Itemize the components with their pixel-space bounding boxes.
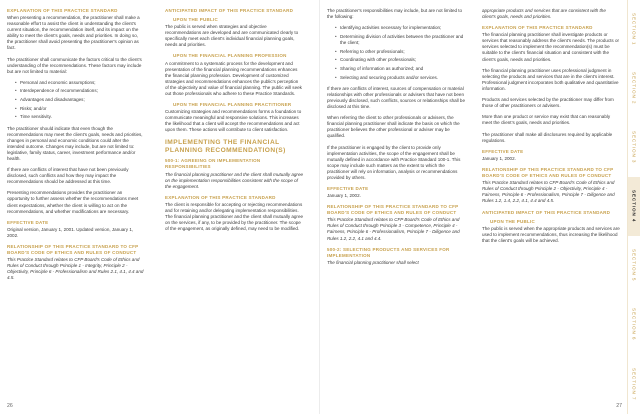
tab-section-6[interactable] (627, 295, 640, 354)
list-item: • Personal and economic assumptions; (15, 80, 145, 86)
tab-label: SECTION 3 (631, 131, 637, 164)
effective-date-heading: EFFECTIVE DATE (7, 219, 49, 225)
paragraph: The public is served when the appropriate products and services are used to implement recommendations, thus increasing the likelihood that the client's goals will be achieved. (482, 225, 620, 243)
tab-label: SECTION 7 (631, 367, 637, 401)
responsibility-list (335, 25, 465, 80)
list-item: • Interdependence of recommendations; (15, 88, 145, 94)
upon-practitioner-heading: UPON THE FINANCIAL PLANNING PRACTITIONER (173, 101, 292, 107)
tab-section-7[interactable] (627, 354, 640, 414)
paragraph: The practitioner shall make all disclosures required by applicable regulations. (482, 131, 613, 143)
standard-500-2-heading: 500-2: SELECTING PRODUCTS AND SERVICES FOR IMPLEMENTATION (327, 246, 450, 258)
paragraph: appropriate products and services that are consistent with the client's goals, needs and priorities. (482, 8, 606, 20)
paragraph: The financial planning practitioner uses professional judgment in selecting the products and services that are in the client's interest. Professional judgment incorporates both qualitative and quantitative information. (482, 67, 619, 91)
list-item: • Identifying activities necessary for implementation; (335, 25, 465, 31)
paragraph: The financial planning practitioner shall investigate products or services that reasonably address the client's needs. The products or services selected to implement the recommendation(s) must be suitable to the client's financial situation and consistent with the client's goals, needs and priorities. (482, 32, 620, 62)
effective-date-heading: EFFECTIVE DATE (482, 148, 524, 154)
list-item: • Selecting and securing products and/or services. (335, 75, 465, 81)
right-column-2 (482, 8, 620, 406)
paragraph: The financial planning practitioner shall select (327, 259, 419, 265)
page-number-left: 26 (7, 403, 13, 409)
explanation-heading: EXPLANATION OF THIS PRACTICE STANDARD (165, 194, 276, 200)
list-item: • Sharing of information as authorized; and (335, 66, 465, 72)
tab-section-3[interactable] (627, 118, 640, 177)
list-item: • Risks; and/or (15, 106, 145, 112)
paragraph: This Practice Standard relates to CFP Board's Code of Ethics and Rules of Conduct through Principle 1 - Integrity, Principle 2 - Objectivity, Principle 6 - Professionalism and Rules 2.1, 4.1, 4.4 and 4.5. (7, 257, 144, 281)
tab-label: SECTION 5 (631, 249, 637, 282)
paragraph: This Practice Standard relates to CFP Board's Code of Ethics and Rules of Conduct through Principle 2 - Objectivity, Principle 4 - Fairness, Principle 6 - Professionalism, Principle 7 - Diligence and Rules 1.2, 1.4, 2.2, 4.1, 4.4 and 4.5. (482, 180, 615, 204)
paragraph: The practitioner should indicate that even though the recommendations may meet the client's goals, needs and priorities, changes in personal and economic conditions could alter the intended outcome. Changes may include, but are not limited to: legislative, family status, career, investment performance and/or health. (7, 125, 143, 161)
paragraph: The financial planning practitioner and the client shall mutually agree on the implementation responsibilities consistent with the scope of the engagement. (165, 171, 303, 189)
tab-label: SECTION 4 (631, 190, 637, 223)
paragraph: If there are conflicts of interest, sources of compensation or material relationships with other professionals or advisers that have not been previously disclosed, such conflicts, sources or relationships shall be disclosed at this time. (327, 85, 465, 109)
paragraph: Presenting recommendations provides the practitioner an opportunity to further assess whether the recommendations meet client expectations, whether the client is willing to act on the recommendations, and whether modifications are necessary. (7, 190, 139, 214)
tab-label: SECTION 1 (631, 13, 637, 46)
effective-date-heading: EFFECTIVE DATE (327, 185, 369, 191)
tab-label: SECTION 2 (631, 72, 637, 105)
list-item: • Determining division of activities between the practitioner and the client; (335, 34, 465, 46)
paragraph: The practitioner shall communicate the factors critical to the client's understanding of the recommendations. These factors may include but are not limited to material: (7, 56, 142, 74)
right-column-1 (327, 8, 465, 406)
relationship-heading: RELATIONSHIP OF THIS PRACTICE STANDARD TO CFP BOARD'S CODE OF ETHICS AND RULES OF CONDUCT (482, 167, 614, 179)
tab-label: SECTION 6 (631, 308, 637, 341)
left-column-1 (7, 8, 145, 406)
list-item: • Advantages and disadvantages; (15, 97, 145, 103)
paragraph: The client is responsible for accepting or rejecting recommendations and for retaining and/or delegating implementation responsibilities. The financial planning practitioner and the client shall mutually agree on the services, if any, to be provided by the practitioner. The scope of the engagement, as originally defined, may need to be modified. (165, 201, 303, 232)
list-item: • Time sensitivity. (15, 114, 145, 120)
tab-section-5[interactable] (627, 236, 640, 295)
upon-public-heading: UPON THE PUBLIC (173, 17, 219, 23)
list-item: • Referring to other professionals; (335, 49, 465, 55)
explanation-heading: EXPLANATION OF THIS PRACTICE STANDARD (7, 8, 118, 13)
anticipated-impact-heading: ANTICIPATED IMPACT OF THIS PRACTICE STANDARD (482, 209, 611, 215)
factor-list (15, 80, 145, 121)
upon-public-heading: UPON THE PUBLIC (490, 218, 536, 224)
tab-section-4[interactable] (627, 177, 640, 236)
paragraph: Customizing strategies and recommendations forms a foundation to communicate meaningful and responsive solutions. This increases the likelihood that a client will accept the recommendations and act upon them. These actions will contribute to client satisfaction. (165, 109, 302, 133)
paragraph: When presenting a recommendation, the practitioner shall make a reasonable effort to assist the client in understanding the client's current situation, the recommendation itself, and its impact on the ability to meet the client's goals, needs and priorities. In doing so, the practitioner shall avoid presenting the practitioner's opinion as fact. (7, 15, 140, 51)
list-item: • Coordinating with other professionals; (335, 57, 465, 63)
paragraph: January 1, 2002. (482, 156, 516, 162)
paragraph: Original version, January 1, 2001. Updated version, January 1, 2002. (7, 226, 134, 238)
paragraph: The public is served when strategies and objective recommendations are developed and are communicated clearly to specifically meet each client's individual financial planning goals, needs and priorities. (165, 24, 299, 48)
paragraph: January 1, 2002. (327, 193, 361, 199)
tab-section-1[interactable] (627, 0, 640, 59)
paragraph: If there are conflicts of interest that have not been previously disclosed, such conflicts and how they may impact the recommendations should be addressed at this time. (7, 167, 129, 185)
explanation-heading: EXPLANATION OF THIS PRACTICE STANDARD (482, 25, 593, 31)
paragraph: When referring the client to other professionals or advisers, the financial planning practitioner shall indicate the basis on which the practitioner believes the other professional or adviser may be qualified. (327, 115, 460, 139)
paragraph: More than one product or service may exist that can reasonably meet the client's goals, needs and priorities. (482, 114, 611, 126)
paragraph: The practitioner's responsibilities may include, but are not limited to the following: (327, 8, 463, 20)
standard-500-1-heading: 500-1: AGREEING ON IMPLEMENTATION RESPONSIBILITIES (165, 158, 261, 170)
page-number-right: 27 (616, 403, 622, 409)
section-title: IMPLEMENTING THE FINANCIAL PLANNING RECOMMENDATION(S) (165, 139, 286, 154)
paragraph: Products and services selected by the practitioner may differ from those of other practitioners or advisers. (482, 97, 614, 109)
anticipated-impact-heading: ANTICIPATED IMPACT OF THIS PRACTICE STANDARD (165, 8, 294, 13)
paragraph: If the practitioner is engaged by the client to provide only implementation activities, the scope of the engagement shall be mutually defined in accordance with Practice Standard 100-1. This scope may include such matters as the extent to which the practitioner will rely on information, analysis or recommendations provided by others. (327, 144, 461, 180)
paragraph: A commitment to a systematic process for the development and presentation of the financial planning recommendations enhances the financial planning profession. Development of customized strategies and recommendations enhances the public's perception of the objectivity and value of financial planning. The public will seek out those professionals who adhere to these Practice Standards. (165, 60, 302, 96)
left-column-2 (165, 8, 303, 406)
paragraph: This Practice Standard relates to CFP Board's Code of Ethics and Rules of Conduct through Principle 3 - Competence, Principle 4 - Fairness, Principle 6 - Professionalism, Principle 7 - Diligence and Rules 1.2, 2.2, 4.1 and 4.4. (327, 217, 460, 241)
relationship-heading: RELATIONSHIP OF THIS PRACTICE STANDARD TO CFP BOARD'S CODE OF ETHICS AND RULES OF CONDUCT (7, 244, 139, 256)
tab-section-2[interactable] (627, 59, 640, 118)
relationship-heading: RELATIONSHIP OF THIS PRACTICE STANDARD TO CFP BOARD'S CODE OF ETHICS AND RULES OF CONDUCT (327, 204, 459, 216)
upon-profession-heading: UPON THE FINANCIAL PLANNING PROFESSION (173, 53, 287, 59)
section-tabs (627, 0, 640, 414)
right-page (320, 0, 640, 414)
